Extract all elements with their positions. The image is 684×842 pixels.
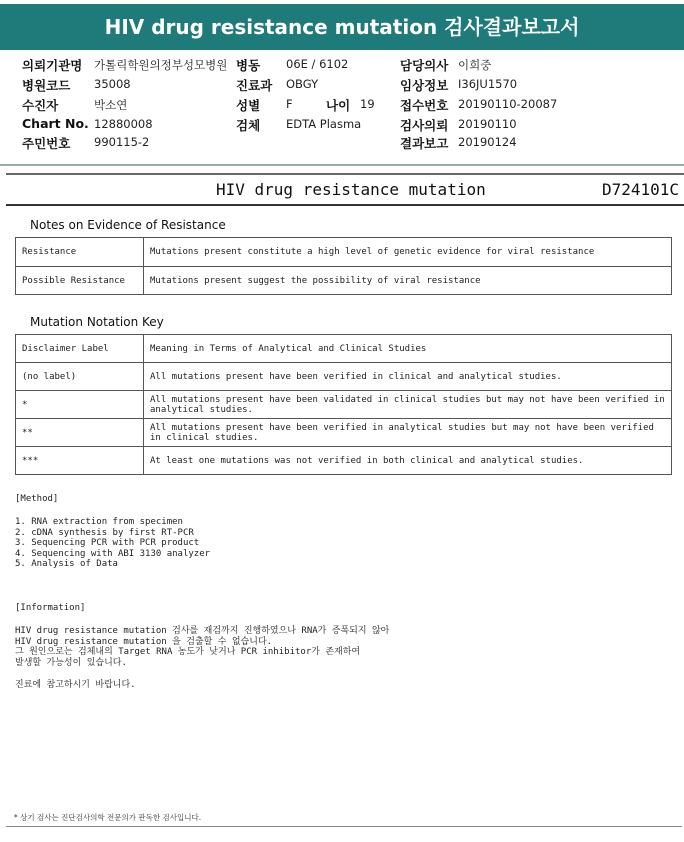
report-banner-title: HIV drug resistance mutation 검사결과보고서 bbox=[0, 4, 684, 50]
ward-value: 06E / 6102 bbox=[286, 57, 349, 71]
notation-label-cell: ** bbox=[16, 419, 144, 447]
table-row bbox=[16, 267, 672, 295]
chart-no-label: Chart No. bbox=[22, 116, 89, 131]
report-date-label: 결과보고 bbox=[400, 136, 449, 151]
information-line: HIV drug resistance mutation 검사를 재검까지 진행하였으나 RNA가 증폭되지 않아 bbox=[15, 626, 390, 636]
report-code: D724101C bbox=[602, 180, 680, 199]
notes-text-cell: Mutations present constitute a high level of genetic evidence for viral resistance bbox=[144, 238, 672, 267]
chart-no-value: 12880008 bbox=[94, 117, 153, 131]
request-date-label: 검사의뢰 bbox=[400, 118, 449, 133]
notation-text-cell: All mutations present have been verified in analytical studies but may not have been verified in clinical studies. bbox=[144, 419, 672, 447]
notation-header-text: Meaning in Terms of Analytical and Clinical Studies bbox=[144, 335, 672, 363]
recipient-value: 박소연 bbox=[94, 98, 128, 112]
sex-label: 성별 bbox=[236, 98, 261, 113]
hospital-code-label: 병원코드 bbox=[22, 78, 71, 93]
information-line: HIV drug resistance mutation 을 검출할 수 없습니다. bbox=[15, 636, 273, 647]
information-title: [Information] bbox=[15, 603, 86, 613]
table-row bbox=[16, 419, 672, 447]
notation-label-cell: (no label) bbox=[16, 363, 144, 391]
recipient-label: 수진자 bbox=[22, 98, 59, 113]
method-step: 3. Sequencing PCR with PCR product bbox=[15, 538, 200, 548]
notation-text-cell: At least one mutations was not verified in both clinical and analytical studies. bbox=[144, 447, 672, 475]
hospital-code-value: 35008 bbox=[94, 77, 131, 91]
ward-label: 병동 bbox=[236, 58, 261, 73]
table-row bbox=[16, 363, 672, 391]
id-no-label: 주민번호 bbox=[22, 136, 71, 151]
receipt-no-value: 20190110-20087 bbox=[458, 97, 558, 111]
bottom-rule bbox=[6, 826, 682, 827]
table-row bbox=[16, 335, 672, 363]
header-divider bbox=[0, 164, 684, 166]
age-label: 나이 bbox=[326, 98, 351, 113]
department-value: OBGY bbox=[286, 77, 319, 91]
notation-label-cell: * bbox=[16, 391, 144, 419]
method-title: [Method] bbox=[15, 494, 59, 504]
method-step: 5. Analysis of Data bbox=[15, 559, 118, 569]
notation-header-label: Disclaimer Label bbox=[16, 335, 144, 363]
method-step: 1. RNA extraction from specimen bbox=[15, 517, 183, 527]
doctor-value: 이희중 bbox=[458, 58, 492, 72]
information-closing: 진료에 참고하시기 바랍니다. bbox=[15, 680, 136, 690]
method-step: 4. Sequencing with ABI 3130 analyzer bbox=[15, 548, 211, 559]
notes-section-title: Notes on Evidence of Resistance bbox=[30, 218, 226, 232]
report-title-rule bbox=[6, 204, 684, 206]
table-row bbox=[16, 447, 672, 475]
notation-table bbox=[15, 334, 672, 475]
id-no-value: 990115-2 bbox=[94, 135, 150, 149]
institution-label: 의뢰기관명 bbox=[22, 58, 83, 73]
age-value: 19 bbox=[360, 97, 375, 111]
specimen-label: 검체 bbox=[236, 118, 261, 133]
notes-label-cell: Resistance bbox=[16, 238, 144, 267]
table-row bbox=[16, 391, 672, 419]
report-title: HIV drug resistance mutation bbox=[216, 180, 486, 199]
method-step: 2. cDNA synthesis by first RT-PCR bbox=[15, 527, 194, 538]
request-date-value: 20190110 bbox=[458, 117, 517, 131]
sex-value: F bbox=[286, 97, 293, 111]
notes-text-cell: Mutations present suggest the possibility of viral resistance bbox=[144, 267, 672, 295]
notation-label-cell: *** bbox=[16, 447, 144, 475]
footnote: * 상기 검사는 진단검사의학 전문의가 판독한 검사입니다. bbox=[14, 813, 202, 822]
doctor-label: 담당의사 bbox=[400, 58, 449, 73]
information-line: 발생할 가능성이 있습니다. bbox=[15, 657, 127, 668]
clinical-info-value: I36JU1570 bbox=[458, 77, 518, 91]
table-row bbox=[16, 238, 672, 267]
specimen-value: EDTA Plasma bbox=[286, 117, 362, 131]
patient-info-panel bbox=[0, 54, 684, 164]
notes-table bbox=[15, 237, 672, 295]
report-date-value: 20190124 bbox=[458, 135, 517, 149]
notes-label-cell: Possible Resistance bbox=[16, 267, 144, 295]
clinical-info-label: 임상정보 bbox=[400, 78, 449, 93]
notation-text-cell: All mutations present have been validated in clinical studies but may not have been verified in analytical studies. bbox=[144, 391, 672, 419]
institution-value: 가톨릭학원의정부성모병원 bbox=[94, 58, 228, 72]
information-line: 그 원인으로는 검체내의 Target RNA 농도가 낮거나 PCR inhibitor가 존재하여 bbox=[15, 647, 361, 657]
receipt-no-label: 접수번호 bbox=[400, 98, 449, 113]
department-label: 진료과 bbox=[236, 78, 273, 93]
notation-section-title: Mutation Notation Key bbox=[30, 315, 164, 329]
notation-text-cell: All mutations present have been verified in clinical and analytical studies. bbox=[144, 363, 672, 391]
report-top-rule bbox=[6, 173, 684, 175]
